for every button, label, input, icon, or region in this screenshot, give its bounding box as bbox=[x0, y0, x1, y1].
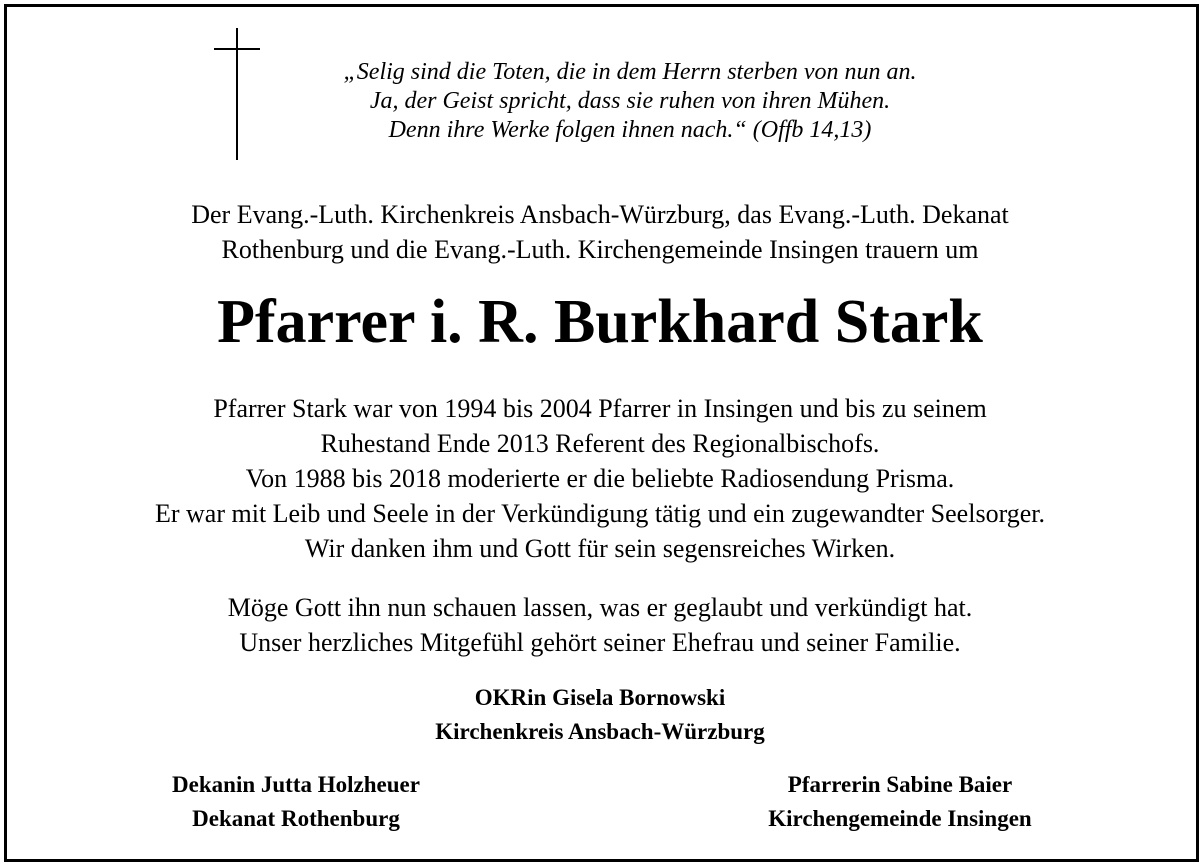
intro-line: Rothenburg und die Evang.-Luth. Kirchengemeinde Insingen trauern um bbox=[221, 235, 979, 264]
verse-line: Ja, der Geist spricht, dass sie ruhen von ihren Mühen. bbox=[369, 88, 891, 114]
deceased-name: Pfarrer i. R. Burkhard Stark bbox=[217, 288, 983, 356]
biography bbox=[0, 391, 1200, 566]
signatory-org: Dekanat Rothenburg bbox=[192, 806, 400, 831]
bio-line: Er war mit Leib und Seele in der Verkündigung tätig und ein zugewandter Seelsorger. bbox=[154, 499, 1046, 528]
verse-line: Denn ihre Werke folgen ihnen nach.“ (Offb 14,13) bbox=[388, 117, 872, 143]
bio-line: Wir danken ihm und Gott für sein segensreiches Wirken. bbox=[304, 534, 896, 563]
bible-verse bbox=[280, 58, 980, 145]
signatory-org: Kirchengemeinde Insingen bbox=[768, 806, 1032, 831]
bio-line: Pfarrer Stark war von 1994 bis 2004 Pfarrer in Insingen und bis zu seinem bbox=[213, 394, 987, 423]
closing-line: Unser herzliches Mitgefühl gehört seiner Ehefrau und seiner Familie. bbox=[239, 628, 961, 657]
signatory-name: Pfarrerin Sabine Baier bbox=[787, 772, 1013, 797]
signature-center bbox=[0, 681, 1200, 749]
verse-line: „Selig sind die Toten, die in dem Herrn sterben von nun an. bbox=[343, 59, 917, 85]
signatory-name: OKRin Gisela Bornowski bbox=[474, 685, 726, 710]
bio-line: Ruhestand Ende 2013 Referent des Regionalbischofs. bbox=[320, 429, 880, 458]
closing-line: Möge Gott ihn nun schauen lassen, was er geglaubt und verkündigt hat. bbox=[227, 593, 973, 622]
mourning-intro bbox=[0, 197, 1200, 267]
signatory-name: Dekanin Jutta Holzheuer bbox=[172, 772, 420, 797]
signatory-org: Kirchenkreis Ansbach-Würzburg bbox=[435, 719, 765, 744]
signature-left bbox=[96, 768, 496, 836]
signature-right bbox=[700, 768, 1100, 836]
bio-line: Von 1988 bis 2018 moderierte er die beliebte Radiosendung Prisma. bbox=[245, 464, 955, 493]
cross-icon bbox=[214, 28, 260, 160]
closing-words bbox=[0, 590, 1200, 660]
intro-line: Der Evang.-Luth. Kirchenkreis Ansbach-Würzburg, das Evang.-Luth. Dekanat bbox=[191, 200, 1009, 229]
